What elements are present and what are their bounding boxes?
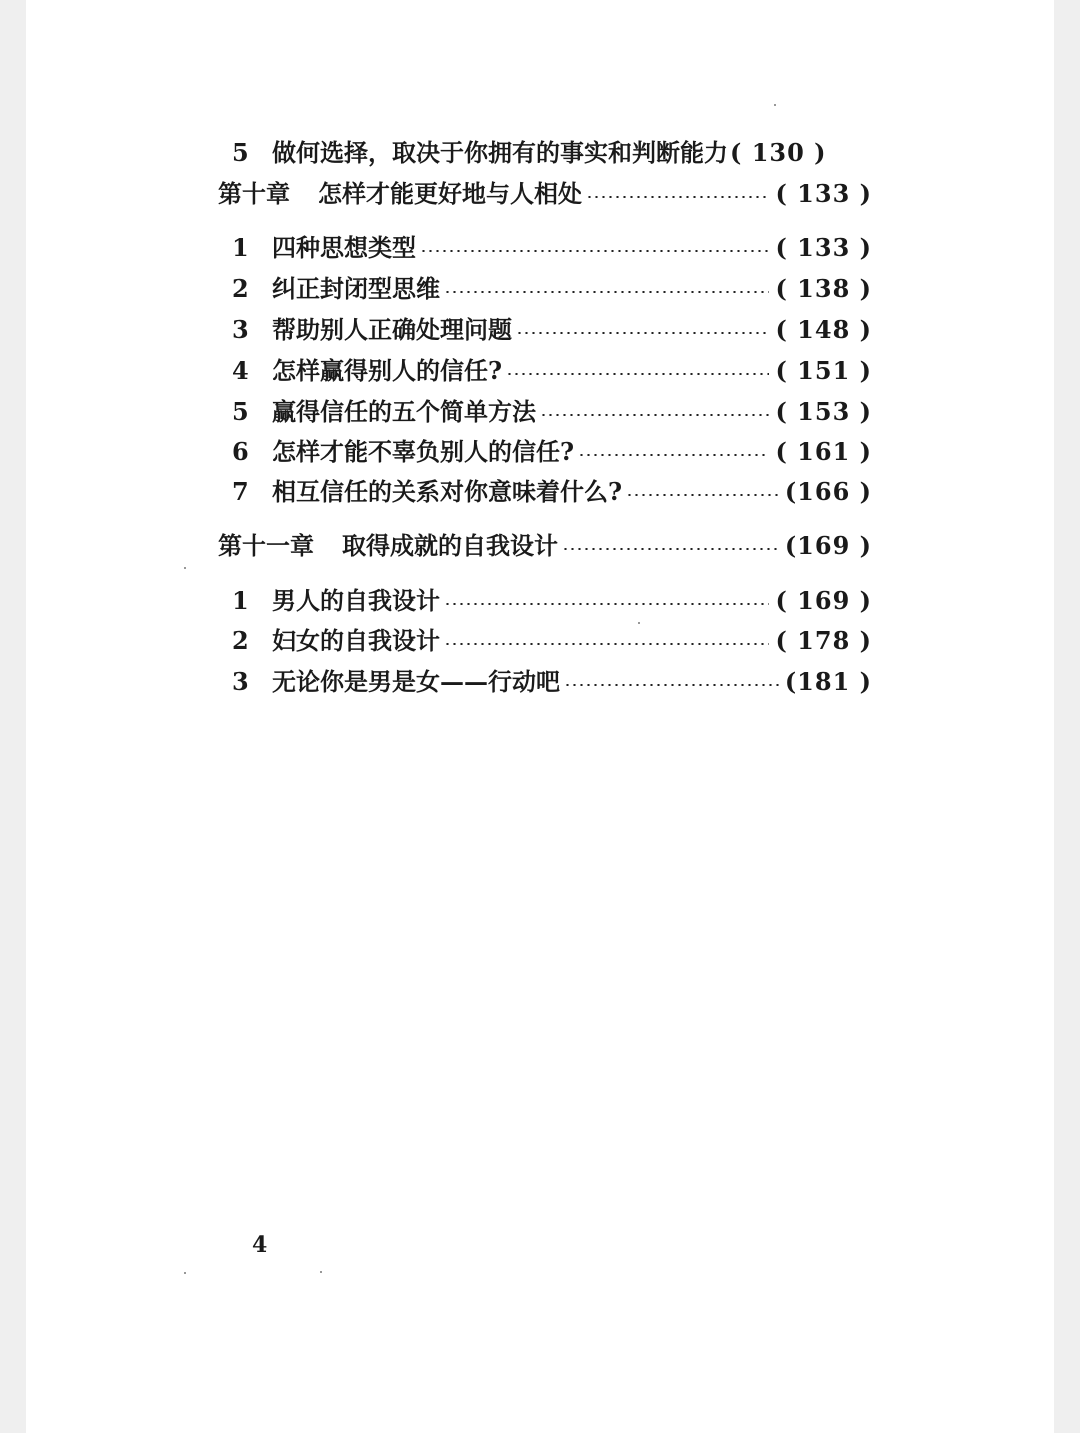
section-number: 3: [232, 315, 249, 344]
toc-entry: [232, 474, 872, 510]
toc-chapter: [218, 528, 872, 564]
dot-leader: [540, 414, 769, 416]
section-title: 妇女的自我设计: [272, 626, 440, 655]
page-reference: ( 148 ): [775, 315, 872, 344]
section-title: 做何选择，取决于你拥有的事实和判断能力: [272, 138, 728, 167]
chapter-title: 怎样才能更好地与人相处: [318, 179, 582, 208]
page-reference: ( 151 ): [775, 356, 872, 385]
toc-entry: [232, 583, 872, 619]
section-title: 相互信任的关系对你意味着什么?: [272, 477, 623, 506]
toc-chapter: [218, 176, 872, 212]
page-reference: ( 178 ): [775, 626, 872, 655]
dot-leader: [626, 494, 779, 496]
page-reference: (169 ): [784, 531, 872, 560]
page-reference: ( 153 ): [775, 397, 872, 426]
toc-entry: [232, 271, 872, 307]
toc-entry: [232, 394, 872, 430]
section-number: 2: [232, 626, 249, 655]
chapter-number: 第十一章: [218, 531, 314, 560]
scan-speck: [184, 1272, 186, 1274]
section-title: 赢得信任的五个简单方法: [272, 397, 536, 426]
dot-leader: [562, 548, 779, 550]
dot-leader: [506, 373, 769, 375]
scan-speck: [320, 1271, 322, 1273]
page-reference: ( 138 ): [775, 274, 872, 303]
book-page: [26, 0, 1054, 1433]
toc-entry: [232, 230, 872, 266]
toc-entry: [232, 135, 872, 171]
dot-leader: [420, 250, 769, 252]
toc-entry: [232, 664, 872, 700]
section-number: 2: [232, 274, 249, 303]
section-title: 怎样赢得别人的信任?: [272, 356, 503, 385]
dot-leader: [564, 684, 779, 686]
dot-leader: [444, 291, 769, 293]
section-title: 无论你是男是女——行动吧: [272, 667, 560, 696]
section-title: 纠正封闭型思维: [272, 274, 440, 303]
chapter-title: 取得成就的自我设计: [342, 531, 558, 560]
page-reference: (181 ): [784, 667, 872, 696]
page-reference: ( 130 ): [730, 138, 827, 167]
section-title: 男人的自我设计: [272, 586, 440, 615]
section-number: 7: [232, 477, 249, 506]
dot-leader: [516, 332, 769, 334]
page-reference: ( 133 ): [775, 233, 872, 262]
page-reference: ( 161 ): [775, 437, 872, 466]
dot-leader: [586, 196, 769, 198]
section-number: 1: [232, 586, 249, 615]
toc-entry: [232, 353, 872, 389]
page-reference: (166 ): [784, 477, 872, 506]
dot-leader: [444, 643, 769, 645]
toc-entry: [232, 312, 872, 348]
page-reference: ( 169 ): [775, 586, 872, 615]
dot-leader: [444, 603, 769, 605]
section-title: 四种思想类型: [272, 233, 416, 262]
section-title: 怎样才能不辜负别人的信任?: [272, 437, 575, 466]
section-number: 6: [232, 437, 249, 466]
section-number: 1: [232, 233, 249, 262]
dot-leader: [578, 454, 769, 456]
section-number: 3: [232, 667, 249, 696]
scan-speck: [184, 567, 186, 569]
section-title: 帮助别人正确处理问题: [272, 315, 512, 344]
page-number: 4: [252, 1232, 268, 1258]
section-number: 4: [232, 356, 249, 385]
scan-speck: [638, 622, 640, 624]
toc-entry: [232, 434, 872, 470]
section-number: 5: [232, 397, 249, 426]
page-reference: ( 133 ): [775, 179, 872, 208]
chapter-number: 第十章: [218, 179, 290, 208]
toc-entry: [232, 623, 872, 659]
scan-speck: [774, 104, 776, 106]
section-number: 5: [232, 138, 249, 167]
